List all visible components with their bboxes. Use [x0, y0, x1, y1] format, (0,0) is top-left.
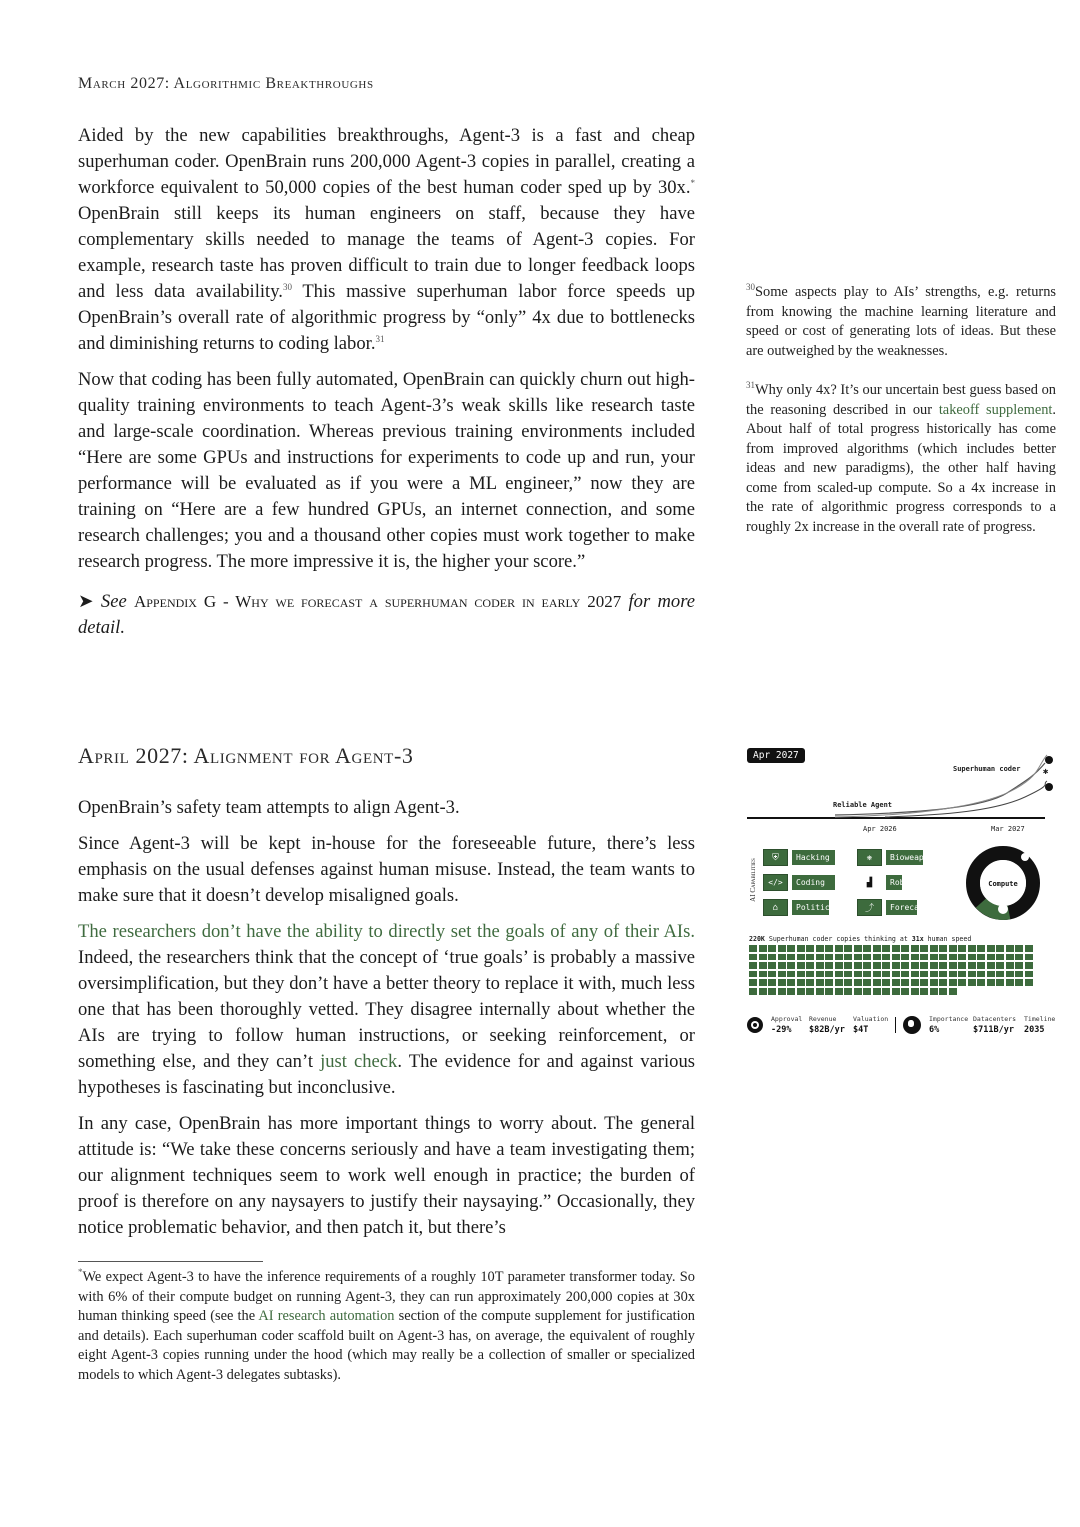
section1-paragraph-2: Now that coding has been fully automated, OpenBrain can quickly churn out high-quality training environments to teach Agent-3’s weak skills like research taste and large-scale coordination. Whereas previous training environments included “Here are some GPUs and instructions for experiments to code up and run, your performance will be evaluated as if you were a ML engineer,” now they are training on “Here are a few hundred GPUs, an internet connection, and some research challenges; you and a thousand other copies must work together to make research progress. The more impressive it is, the higher your score.”: [78, 369, 695, 572]
compute-donut: [963, 843, 1043, 923]
coder-copy-cell: [996, 945, 1004, 952]
coder-copy-cell: [977, 979, 985, 986]
coder-copy-cell: [854, 945, 862, 952]
coder-copy-cell: [835, 962, 843, 969]
coder-copy-cell: [759, 979, 767, 986]
coder-copy-cell: [901, 962, 909, 969]
takeoff-supplement-link[interactable]: takeoff supplement: [938, 401, 1053, 418]
coder-copy-cell: [835, 988, 843, 995]
capability-robotics: [857, 874, 929, 891]
footnote-ref-30[interactable]: 30: [282, 281, 292, 292]
coder-copy-cell: [759, 954, 767, 961]
capability-forecasting: [857, 899, 943, 916]
footnote-ref-31[interactable]: 31: [375, 333, 385, 344]
coder-copy-cell: [873, 971, 881, 978]
coder-copy-cell: [911, 979, 919, 986]
coder-copy-cell: [835, 979, 843, 986]
axis-label-left: Apr 2026: [863, 825, 897, 833]
coder-copy-cell: [863, 954, 871, 961]
coder-copy-cell: [749, 962, 757, 969]
coder-copy-cell: [958, 979, 966, 986]
star-icon: ✱: [1043, 767, 1049, 777]
coder-copy-cell: [797, 945, 805, 952]
coder-copy-cell: [854, 971, 862, 978]
coder-copy-cell: [844, 954, 852, 961]
coder-copy-cell: [930, 979, 938, 986]
section2-paragraph-3: The researchers don’t have the ability to directly set the goals of any of their AIs. Indeed, the researchers think that the concept of ‘true goals’ is probably a massive oversimplification, but they don’t have a better theory to replace it with, much less one that has been thoroughly vetted. They disagree internally about whether the AIs are trying to follow human instructions, or seeking reinforcement, or something else, and they can’t just check. The evidence for and against various hypotheses is fascinating but inconclusive.: [78, 921, 695, 1098]
coder-copy-cell: [920, 962, 928, 969]
coder-copy-cell: [930, 945, 938, 952]
coder-copy-cell: [768, 945, 776, 952]
coder-copy-cell: [1025, 945, 1033, 952]
coder-copy-cell: [1025, 962, 1033, 969]
coder-copy-cell: [749, 979, 757, 986]
coder-copy-cell: [930, 962, 938, 969]
section2-paragraph-4: In any case, OpenBrain has more important things to worry about. The general attitude is: “We take these concerns seriously and have a team investigating them; our alignment techniques seem to work well enough in practice; the burden of proof is therefore on any naysayers to justify their naysaying.” Occasionally, they notice problematic behavior, and then patch it, but there’s: [78, 1113, 695, 1238]
coder-copy-cell: [987, 954, 995, 961]
forecasting-icon: ⤴: [857, 899, 882, 916]
coder-copy-cell: [977, 945, 985, 952]
coder-copy-cell: [949, 988, 957, 995]
politics-icon: ⌂: [763, 899, 788, 916]
coder-copy-cell: [1015, 971, 1023, 978]
copies-speed: 31x: [911, 935, 924, 943]
milestone-icon-2: [1045, 783, 1053, 791]
ai-research-automation-link[interactable]: AI research automation: [258, 1308, 395, 1324]
coder-copy-cell: [987, 945, 995, 952]
robotics-icon: ▟: [857, 874, 882, 891]
coder-copy-cell: [778, 988, 786, 995]
coder-copy-cell: [920, 954, 928, 961]
stat-timeline: Timeline 2035: [1024, 1015, 1056, 1035]
coder-copy-cell: [901, 945, 909, 952]
coder-copy-cell: [949, 945, 957, 952]
coder-copy-cell: [816, 954, 824, 961]
coder-copy-cell: [835, 954, 843, 961]
section2-paragraph-1: OpenBrain’s safety team attempts to align Agent-3.: [78, 797, 460, 818]
capability-bar: Forecasting: [886, 900, 917, 915]
capability-bar: Hacking: [792, 850, 835, 865]
coder-copy-cell: [996, 971, 1004, 978]
coder-copy-cell: [825, 945, 833, 952]
coder-copy-cell: [901, 954, 909, 961]
coder-copy-cell: [892, 945, 900, 952]
coder-copy-cell: [797, 962, 805, 969]
coder-copy-cell: [977, 962, 985, 969]
coder-copy-cell: [892, 979, 900, 986]
coder-copy-cell: [816, 962, 824, 969]
coder-copy-cell: [844, 971, 852, 978]
coder-copy-cell: [825, 971, 833, 978]
footnote-divider: [78, 1261, 263, 1262]
coder-copy-cell: [930, 954, 938, 961]
coder-copy-cell: [987, 962, 995, 969]
coder-copy-cell: [958, 971, 966, 978]
coder-copy-cell: [873, 979, 881, 986]
coder-copy-cell: [901, 988, 909, 995]
stat-importance: Importance 6%: [929, 1015, 969, 1035]
coder-copy-cell: [797, 979, 805, 986]
coder-copy-cell: [759, 971, 767, 978]
date-badge: Apr 2027: [747, 748, 805, 763]
scenario-widget: [745, 745, 1060, 1045]
coder-copy-cell: [768, 988, 776, 995]
coder-copy-cell: [797, 971, 805, 978]
copies-caption: 220K Superhuman coder copies thinking at 31x human speed: [749, 935, 972, 943]
compute-label: Compute: [988, 880, 1018, 888]
coder-copy-cell: [892, 954, 900, 961]
coder-copy-cell: [759, 945, 767, 952]
coder-copy-cell: [958, 954, 966, 961]
coder-copy-cell: [778, 971, 786, 978]
sidenote-30: $^{30}$Some aspects play to AIs’ strengths, e.g. returns from knowing the machine learning literature and speed or cost of generating lots of ideas. But these are outweighed by the weaknesses.: [746, 282, 1056, 359]
coder-copy-cell: [882, 945, 890, 952]
section-heading-april-2027: April 2027: Alignment for Agent-3: [78, 743, 414, 768]
coder-copy-cell: [1015, 979, 1023, 986]
coder-copy-cell: [892, 962, 900, 969]
capability-bioweapons: [857, 849, 939, 866]
see-appendix-line: ➤ See Appendix G - Why we forecast a superhuman coder in early 2027 for more detail.: [78, 591, 695, 638]
coder-copy-cell: [958, 962, 966, 969]
coder-copy-cell: [787, 945, 795, 952]
capability-hacking: [763, 849, 835, 866]
coder-copy-cell: [816, 988, 824, 995]
coder-copy-cell: [806, 971, 814, 978]
coder-copy-cell: [873, 988, 881, 995]
coder-copy-cell: [854, 988, 862, 995]
coder-copy-cell: [987, 971, 995, 978]
coder-copy-cell: [873, 962, 881, 969]
coder-copy-cell: [768, 979, 776, 986]
coder-copy-cell: [844, 962, 852, 969]
capability-bar: Coding: [792, 875, 835, 890]
goals-link[interactable]: The researchers don’t have the ability to directly set the goals of any of their AIs.: [78, 921, 695, 942]
coder-copy-cell: [920, 979, 928, 986]
coder-copy-cell: [759, 988, 767, 995]
coder-copy-cell: [844, 945, 852, 952]
capability-politics: [763, 899, 835, 916]
coder-copy-cell: [863, 979, 871, 986]
section2-body: [78, 795, 695, 1251]
coder-copy-cell: [816, 979, 824, 986]
coder-copy-cell: [768, 962, 776, 969]
coder-copy-cell: [768, 971, 776, 978]
coder-copy-cell: [1006, 979, 1014, 986]
coder-copy-cell: [911, 962, 919, 969]
coder-copy-cell: [778, 954, 786, 961]
coder-copy-cell: [873, 954, 881, 961]
superhuman-coder-label: Superhuman coder: [953, 765, 1021, 773]
coder-copy-cell: [816, 945, 824, 952]
coder-copy-cell: [892, 988, 900, 995]
coder-copy-cell: [825, 979, 833, 986]
coder-copy-cell: [882, 979, 890, 986]
coder-copy-cell: [863, 971, 871, 978]
coder-copy-cell: [806, 979, 814, 986]
coder-copy-cell: [844, 988, 852, 995]
coder-copy-cell: [787, 971, 795, 978]
stat-valuation: Valuation $4T: [853, 1015, 889, 1035]
capability-coding: [763, 874, 835, 891]
coder-copy-cell: [806, 954, 814, 961]
coder-copy-cell: [882, 954, 890, 961]
section1-paragraph-1: Aided by the new capabilities breakthroughs, Agent-3 is a fast and cheap superhuman coder. OpenBrain runs 200,000 Agent-3 copies in parallel, creating a workforce equivalent to 50,000 copies of the best human coder sped up by 30x.* OpenBrain still keeps its human engineers on staff, because they have complementary skills needed to manage the teams of Agent-3 copies. For example, research taste has proven difficult to train due to longer feedback loops and less data availability.$^{30}$ This massive superhuman labor force speeds up OpenBrain’s overall rate of algorithmic progress by “only” 4x due to bottlenecks and diminishing returns to coding labor.$^{31}$: [78, 125, 695, 354]
coder-copy-cell: [1015, 962, 1023, 969]
coding-icon: </>: [763, 874, 788, 891]
compute-slice-icon: [998, 904, 1008, 914]
coder-copy-cell: [825, 988, 833, 995]
coder-copy-cell: [939, 988, 947, 995]
coder-copy-cell: [806, 962, 814, 969]
globe-icon: [903, 1016, 921, 1034]
coder-copy-cell: [825, 954, 833, 961]
coder-copy-cell: [996, 954, 1004, 961]
copies-count: 220K: [749, 935, 765, 943]
coder-copy-cell: [863, 988, 871, 995]
coder-copy-cell: [778, 962, 786, 969]
coder-copy-cell: [911, 988, 919, 995]
coder-copy-cell: [977, 971, 985, 978]
ai-capabilities-label: AI Capabilities: [749, 858, 757, 902]
coder-copy-cell: [854, 954, 862, 961]
arrow-right-icon: ➤: [78, 591, 94, 612]
coder-copy-cell: [987, 979, 995, 986]
coder-copy-cell: [749, 945, 757, 952]
coder-copy-cell: [749, 971, 757, 978]
coder-copy-cell: [968, 971, 976, 978]
stat-approval: Approval -29%: [771, 1015, 803, 1035]
capability-bar: Bioweapons: [886, 850, 923, 865]
coder-copy-cell: [835, 971, 843, 978]
coder-copy-cell: [892, 971, 900, 978]
coder-copy-cell: [787, 979, 795, 986]
milestone-icon-1: [1045, 756, 1053, 764]
appendix-g-link[interactable]: Appendix G - Why we forecast a superhuman coder in early 2027: [133, 592, 622, 611]
coder-copy-cell: [759, 962, 767, 969]
coder-copy-cell: [977, 954, 985, 961]
coder-copy-cell: [968, 954, 976, 961]
coder-copy-cell: [911, 971, 919, 978]
coder-copy-cell: [1006, 954, 1014, 961]
hacking-icon: ⛨: [763, 849, 788, 866]
footnote-ref-star[interactable]: *: [690, 177, 695, 188]
coder-copy-cell: [968, 962, 976, 969]
coder-copy-cell: [901, 979, 909, 986]
coder-copy-cell: [1025, 954, 1033, 961]
openbrain-logo-icon: [747, 1017, 763, 1033]
coder-copy-cell: [816, 971, 824, 978]
coder-copy-cell: [939, 979, 947, 986]
section1-body: [78, 123, 695, 651]
coder-copy-cell: [863, 945, 871, 952]
coder-copy-cell: [1025, 971, 1033, 978]
coder-copy-cell: [939, 945, 947, 952]
coder-copy-cell: [778, 945, 786, 952]
footnote-star: *We expect Agent-3 to have the inference requirements of a roughly 10T parameter transformer today. So with 6% of their compute budget on running Agent-3, they can run approximately 200,000 copies at 30x human thinking speed (see the AI research automation section of the compute supplement for justification and details). Each superhuman coder scaffold built on Agent-3 has, on average, the equivalent of roughly eight Agent-3 copies running under the hood (which may really be a collection of smaller or specialized models to which Agent-3 delegates subtasks).: [78, 1267, 695, 1383]
coder-copy-cell: [920, 945, 928, 952]
coder-copy-cell: [797, 954, 805, 961]
coder-copy-cell: [863, 962, 871, 969]
just-check-link[interactable]: just check: [320, 1051, 398, 1072]
coder-copy-cell: [1006, 971, 1014, 978]
coder-copy-cell: [1015, 945, 1023, 952]
stat-datacenters: Datacenters $711B/yr: [973, 1015, 1017, 1035]
coder-copy-cell: [901, 971, 909, 978]
coder-copy-cell: [854, 979, 862, 986]
coder-copy-cell: [778, 979, 786, 986]
coder-copy-cell: [939, 954, 947, 961]
coder-copy-cell: [882, 988, 890, 995]
capability-bar: Politics: [792, 900, 829, 915]
coder-copy-cell: [1006, 945, 1014, 952]
coder-copy-cell: [930, 971, 938, 978]
coder-copy-cell: [958, 945, 966, 952]
coder-copy-cell: [939, 971, 947, 978]
section-heading-march-2027: March 2027: Algorithmic Breakthroughs: [78, 75, 374, 92]
coder-copy-cell: [911, 954, 919, 961]
coder-copy-cell: [996, 979, 1004, 986]
coder-copy-cell: [787, 988, 795, 995]
coder-copy-cell: [797, 988, 805, 995]
coder-copy-cell: [930, 988, 938, 995]
coder-copy-cell: [844, 979, 852, 986]
coder-copy-cell: [1025, 979, 1033, 986]
coder-copy-cell: [949, 962, 957, 969]
coder-copy-cell: [949, 954, 957, 961]
coder-copy-cell: [882, 962, 890, 969]
reliable-agent-label: Reliable Agent: [833, 801, 893, 809]
bioweapons-icon: ❋: [857, 849, 882, 866]
coder-copy-cell: [749, 954, 757, 961]
coder-copy-cell: [882, 971, 890, 978]
sidenotes: [746, 283, 1056, 553]
coder-copy-cell: [825, 962, 833, 969]
coder-copy-cell: [949, 971, 957, 978]
coder-copy-cell: [996, 962, 1004, 969]
copies-grid: [749, 945, 1034, 995]
coder-copy-cell: [787, 954, 795, 961]
coder-copy-cell: [1006, 962, 1014, 969]
coder-copy-cell: [854, 962, 862, 969]
coder-copy-cell: [1015, 954, 1023, 961]
stat-revenue: Revenue $82B/yr: [809, 1015, 845, 1035]
coder-copy-cell: [911, 945, 919, 952]
axis-label-right: Mar 2027: [991, 825, 1025, 833]
coder-copy-cell: [787, 962, 795, 969]
coder-copy-cell: [749, 988, 757, 995]
coder-copy-cell: [806, 945, 814, 952]
coder-copy-cell: [920, 988, 928, 995]
coder-copy-cell: [768, 954, 776, 961]
coder-copy-cell: [968, 979, 976, 986]
coder-copy-cell: [873, 945, 881, 952]
coder-copy-cell: [968, 945, 976, 952]
coder-copy-cell: [949, 979, 957, 986]
sidenote-31: $^{31}$Why only 4x? It’s our uncertain best guess based on the reasoning described in our takeoff supplement. About half of total progress historically has come from improved algorithms (which includes better ideas and new paradigms), the other half having come from scaled-up compute. So a 4x increase in the rate of algorithmic progress corresponds to a roughly 2x increase in the overall rate of progress.: [746, 380, 1057, 535]
section2-paragraph-2: Since Agent-3 will be kept in-house for the foreseeable future, there’s less emphasis on the usual defenses against human misuse. Instead, the team wants to make sure that it doesn’t develop misaligned goals.: [78, 833, 695, 906]
coder-copy-cell: [806, 988, 814, 995]
coder-copy-cell: [835, 945, 843, 952]
coder-copy-cell: [939, 962, 947, 969]
coder-copy-cell: [920, 971, 928, 978]
stats-divider: [895, 1017, 896, 1033]
capability-bar: Robotics: [886, 875, 902, 890]
